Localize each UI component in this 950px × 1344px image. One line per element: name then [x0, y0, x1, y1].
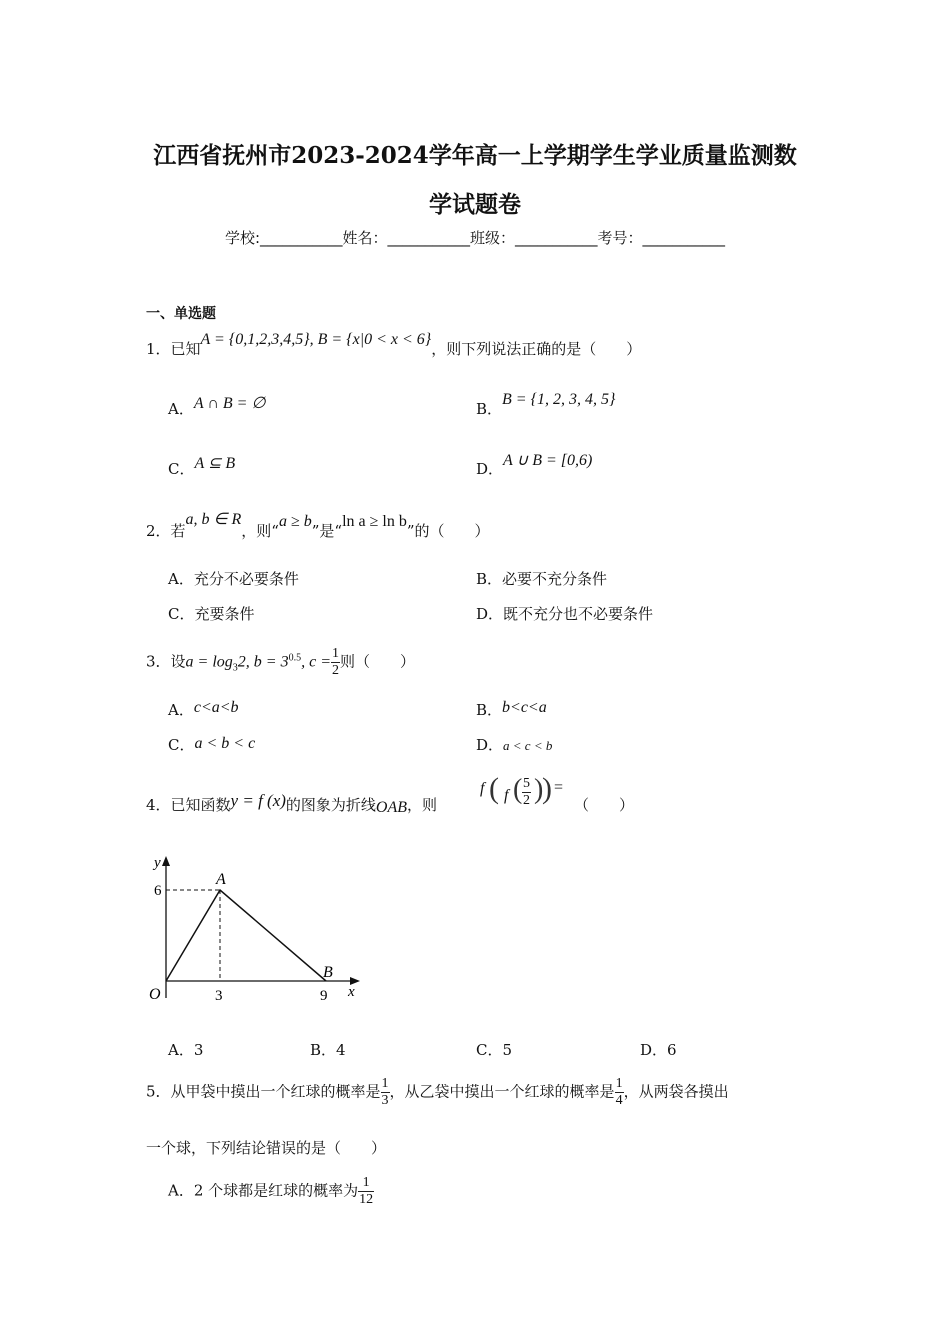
- q3-option-a-label: A．: [168, 701, 194, 719]
- q3-expr-c: , c =: [301, 653, 331, 671]
- question-4: [146, 791, 438, 816]
- q3-option-d-label: D．: [476, 736, 504, 754]
- q2-option-b: [476, 568, 607, 589]
- graph-tick-x-9: 9: [320, 988, 328, 1004]
- q4-option-c: [476, 1039, 512, 1060]
- q3-fraction: [331, 646, 340, 679]
- q4-option-b: [310, 1039, 346, 1060]
- q5-part3: ，从两袋各摸出: [623, 1082, 729, 1101]
- q1-option-b: [476, 391, 616, 419]
- question-5-line2: 一个球，下列结论错误的是（ ）: [146, 1139, 387, 1157]
- q2-option-a-text: 充分不必要条件: [193, 570, 299, 588]
- q4-paren-outer-right: ): [542, 772, 552, 805]
- q4-paren-inner-right: ): [534, 774, 544, 805]
- q4-frac-den: 2: [523, 793, 530, 808]
- q4-f-outer: f: [480, 780, 485, 797]
- q5-opta-frac-den: 12: [359, 1192, 374, 1207]
- q1-set-b: , B = {x|0 < x < 6}: [309, 331, 432, 348]
- q4-f-inner: f: [504, 787, 509, 804]
- q3-option-b-text: b<c<a: [502, 699, 547, 716]
- polyline-oab: [166, 890, 326, 981]
- q3-option-d-text: a < c < b: [503, 738, 553, 753]
- q1-option-c-text: A ⊆ B: [194, 455, 236, 472]
- q3-suffix: 则（ ）: [340, 652, 416, 671]
- q3-log-base: 3: [232, 662, 238, 674]
- q1-option-c: [168, 455, 236, 479]
- q3-option-c-text: a < b < c: [194, 735, 256, 752]
- q2-option-c: [168, 603, 255, 624]
- q4-equals: =: [554, 779, 564, 796]
- q2-expr-ln: ln a ≥ ln b: [342, 513, 407, 530]
- q5-frac2-den: 4: [615, 1093, 623, 1108]
- q2-option-c-label: C．: [168, 605, 195, 623]
- q1-number: 1．已知: [146, 340, 201, 358]
- q1-option-d-label: D．: [476, 460, 504, 478]
- question-1: [146, 331, 642, 359]
- question-3: [146, 646, 415, 679]
- q3-frac-num: 1: [332, 646, 339, 661]
- q2-expr-ab-real: a, b ∈ R: [185, 511, 242, 528]
- q4-option-d-text: 6: [667, 1041, 677, 1059]
- q2-option-a-label: A．: [168, 570, 194, 588]
- q3-option-a: [168, 699, 239, 720]
- q5-fraction-1: [381, 1076, 390, 1109]
- q4-mid: 的图象为折线: [285, 796, 376, 814]
- q2-mid1: ，则“: [241, 522, 279, 540]
- q2-option-d-label: D．: [476, 605, 504, 623]
- q4-graph: [138, 848, 368, 1008]
- q3-number: 3．设: [146, 652, 186, 671]
- q2-option-b-label: B．: [476, 570, 503, 588]
- q1-option-a-text: A ∩ B = ∅: [193, 395, 266, 412]
- q3-option-c: [168, 734, 255, 755]
- q3-expr-a: a = log: [185, 653, 233, 671]
- page-title-line1: 江西省抚州市2023-2024学年高一上学期学生学业质量监测数: [153, 142, 797, 169]
- q5-option-a-label: A．: [168, 1181, 194, 1200]
- graph-tick-x-3: 3: [215, 988, 223, 1004]
- q2-option-a: [168, 568, 299, 589]
- page-title-line2: 学试题卷: [429, 191, 521, 218]
- q4-paren-outer-left: (: [489, 772, 499, 805]
- q4-option-c-label: C．: [476, 1041, 503, 1059]
- q4-fraction: [522, 776, 531, 809]
- question-2: [146, 511, 490, 541]
- q4-option-d: [640, 1039, 677, 1060]
- q4-option-b-label: B．: [310, 1041, 337, 1059]
- q3-frac-den: 2: [332, 663, 339, 678]
- q2-option-c-text: 充要条件: [194, 605, 255, 623]
- q4-option-a-text: 3: [193, 1041, 204, 1059]
- q4-mid2: ，则: [407, 796, 438, 814]
- q3-expr-b: 2, b = 3: [237, 653, 289, 671]
- q4-frac-num: 5: [523, 776, 530, 791]
- q1-option-a-label: A．: [168, 400, 194, 418]
- q1-option-c-label: C．: [168, 460, 195, 478]
- q2-option-d-text: 既不充分也不必要条件: [503, 605, 654, 623]
- q1-suffix: ，则下列说法正确的是（ ）: [431, 340, 642, 358]
- question-5-line1: [146, 1076, 729, 1109]
- q5-opta-frac-num: 1: [358, 1175, 374, 1192]
- q5-option-a-fraction: [358, 1175, 374, 1208]
- q4-paren-inner-left: (: [513, 774, 523, 805]
- q3-option-d: [476, 734, 552, 755]
- q4-option-d-label: D．: [640, 1041, 668, 1059]
- section-title-single-choice: 一、单选题: [146, 306, 216, 322]
- q1-option-a: [168, 395, 266, 419]
- q1-option-d-text: A ∪ B = [0,6): [503, 452, 593, 469]
- q2-number: 2．若: [146, 522, 186, 540]
- q5-frac2-num: 1: [615, 1076, 623, 1091]
- q3-option-a-text: c<a<b: [193, 699, 239, 716]
- q3-option-b-label: B．: [476, 701, 503, 719]
- q2-suffix: ”的（ ）: [406, 522, 490, 540]
- q1-option-d: [476, 452, 593, 479]
- q5-option-a: [168, 1175, 374, 1208]
- q4-option-a-label: A．: [168, 1041, 194, 1059]
- graph-tick-y-6: 6: [154, 883, 162, 899]
- q5-option-a-text: 2 个球都是红球的概率为: [193, 1181, 359, 1200]
- graph-y-label: y: [154, 855, 161, 871]
- q4-option-b-text: 4: [336, 1041, 346, 1059]
- student-info-line: 学校:___________姓名：___________班级：___________考号：___________: [224, 229, 726, 247]
- q3-option-b: [476, 699, 547, 720]
- q5-fraction-2: [615, 1076, 624, 1109]
- q4-expr-oab: OAB: [375, 799, 408, 816]
- y-axis-arrow-icon: [162, 856, 170, 866]
- q3-option-c-label: C．: [168, 736, 195, 754]
- q1-option-b-text: B = {1, 2, 3, 4, 5}: [502, 391, 616, 408]
- q4-option-c-text: 5: [502, 1041, 513, 1059]
- q1-set-a: A = {0,1,2,3,4,5}: [200, 331, 310, 348]
- q2-option-d: [476, 603, 653, 624]
- graph-point-a-label: A: [216, 871, 226, 888]
- q5-part2: ，从乙袋中摸出一个红球的概率是: [389, 1082, 615, 1101]
- q5-frac1-num: 1: [381, 1076, 389, 1091]
- q4-number: 4．已知函数: [146, 796, 231, 814]
- q2-option-b-text: 必要不充分条件: [502, 570, 608, 588]
- graph-x-label: x: [348, 984, 355, 1000]
- q3-exponent: 0.5: [288, 652, 302, 664]
- q2-expr-a-ge-b: a ≥ b: [278, 513, 312, 530]
- q4-option-a: [168, 1039, 203, 1060]
- q5-frac1-den: 3: [381, 1093, 389, 1108]
- graph-origin-label: O: [149, 986, 161, 1003]
- q1-option-b-label: B．: [476, 400, 503, 418]
- q4-suffix: （ ）: [574, 796, 635, 814]
- q4-expr-function: y = f (x): [230, 791, 286, 810]
- q5-part1: 5．从甲袋中摸出一个红球的概率是: [146, 1082, 381, 1101]
- graph-point-b-label: B: [323, 964, 333, 981]
- q2-mid2: ”是“: [311, 522, 343, 540]
